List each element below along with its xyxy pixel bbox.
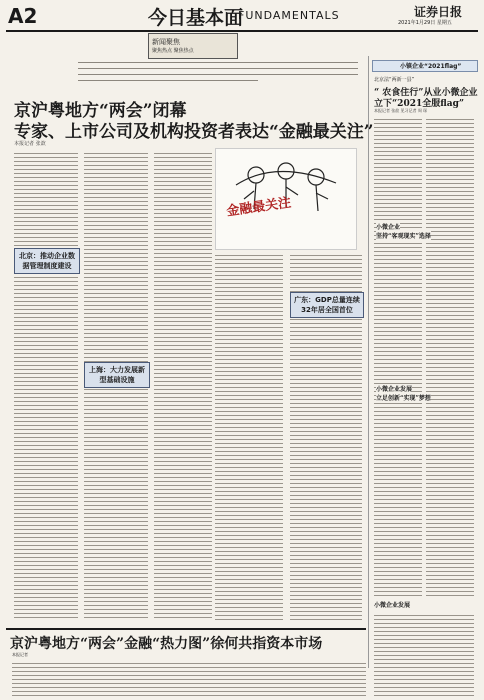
side-footer-text [374, 612, 474, 696]
side-body-column-a [374, 116, 422, 596]
body-column-1 [14, 150, 78, 620]
headline-line-1: 京沪粤地方“两会”闭幕 [14, 101, 187, 121]
side-headline-line-2: 立下“2021全服flag” [374, 99, 465, 109]
side-bottom-box-title: 小微企业发展 [374, 602, 411, 609]
bottom-byline: 本报记者 [12, 652, 28, 657]
bottom-body-text [12, 660, 366, 696]
section-subtitle: FUNDAMENTALS [238, 9, 340, 22]
side-column-header: 小镇企业“2021flag” [400, 63, 462, 70]
bottom-article-rule [6, 628, 366, 630]
side-body-column-b [426, 116, 474, 596]
kicker-sublabel: 聚焦热点 聚焦热点 [152, 48, 194, 54]
side-subhead-2: 坚持“客观现实”选择 [376, 233, 431, 240]
lead-paragraph [78, 60, 358, 90]
page-number: A2 [8, 4, 38, 28]
cartoon-caption: 金融最关注 [225, 195, 293, 220]
headline-line-2: 专家、上市公司及机构投资者表达“金融最关注” [14, 122, 374, 142]
side-subhead-3: 小微企业发展 [376, 386, 413, 393]
issue-date: 2021年1月29日 星期五 [398, 20, 452, 26]
side-byline: 本报记者 张歆 见习记者 周 琛 [374, 108, 428, 113]
side-kicker: 北京法“两新一县” [374, 77, 415, 83]
subhead-beijing: 北京：推动企业数据管理制度建设 [14, 248, 80, 274]
bottom-headline: 京沪粤地方“两会”金融“热力图”徐何共指资本市场 [10, 636, 323, 652]
section-title: 今日基本面 [148, 7, 244, 29]
subhead-shanghai: 上海：大力发展新型基础设施 [84, 362, 150, 388]
kicker-label: 新闻聚焦 [152, 38, 180, 46]
side-headline-line-1: “ 农食住行”从业小微企业 [374, 88, 478, 98]
body-column-4 [215, 252, 283, 620]
masthead-rule [6, 30, 478, 32]
byline: 本报记者 张歆 [14, 141, 46, 147]
side-subhead-1: 小微企业 [376, 224, 401, 231]
body-column-3 [154, 150, 212, 620]
newspaper-name: 证券日报 [414, 5, 463, 19]
subhead-guangdong: 广东：GDP总量连续32年居全国首位 [290, 292, 364, 318]
side-subhead-4: 立足创新“实现”梦想 [376, 395, 431, 402]
